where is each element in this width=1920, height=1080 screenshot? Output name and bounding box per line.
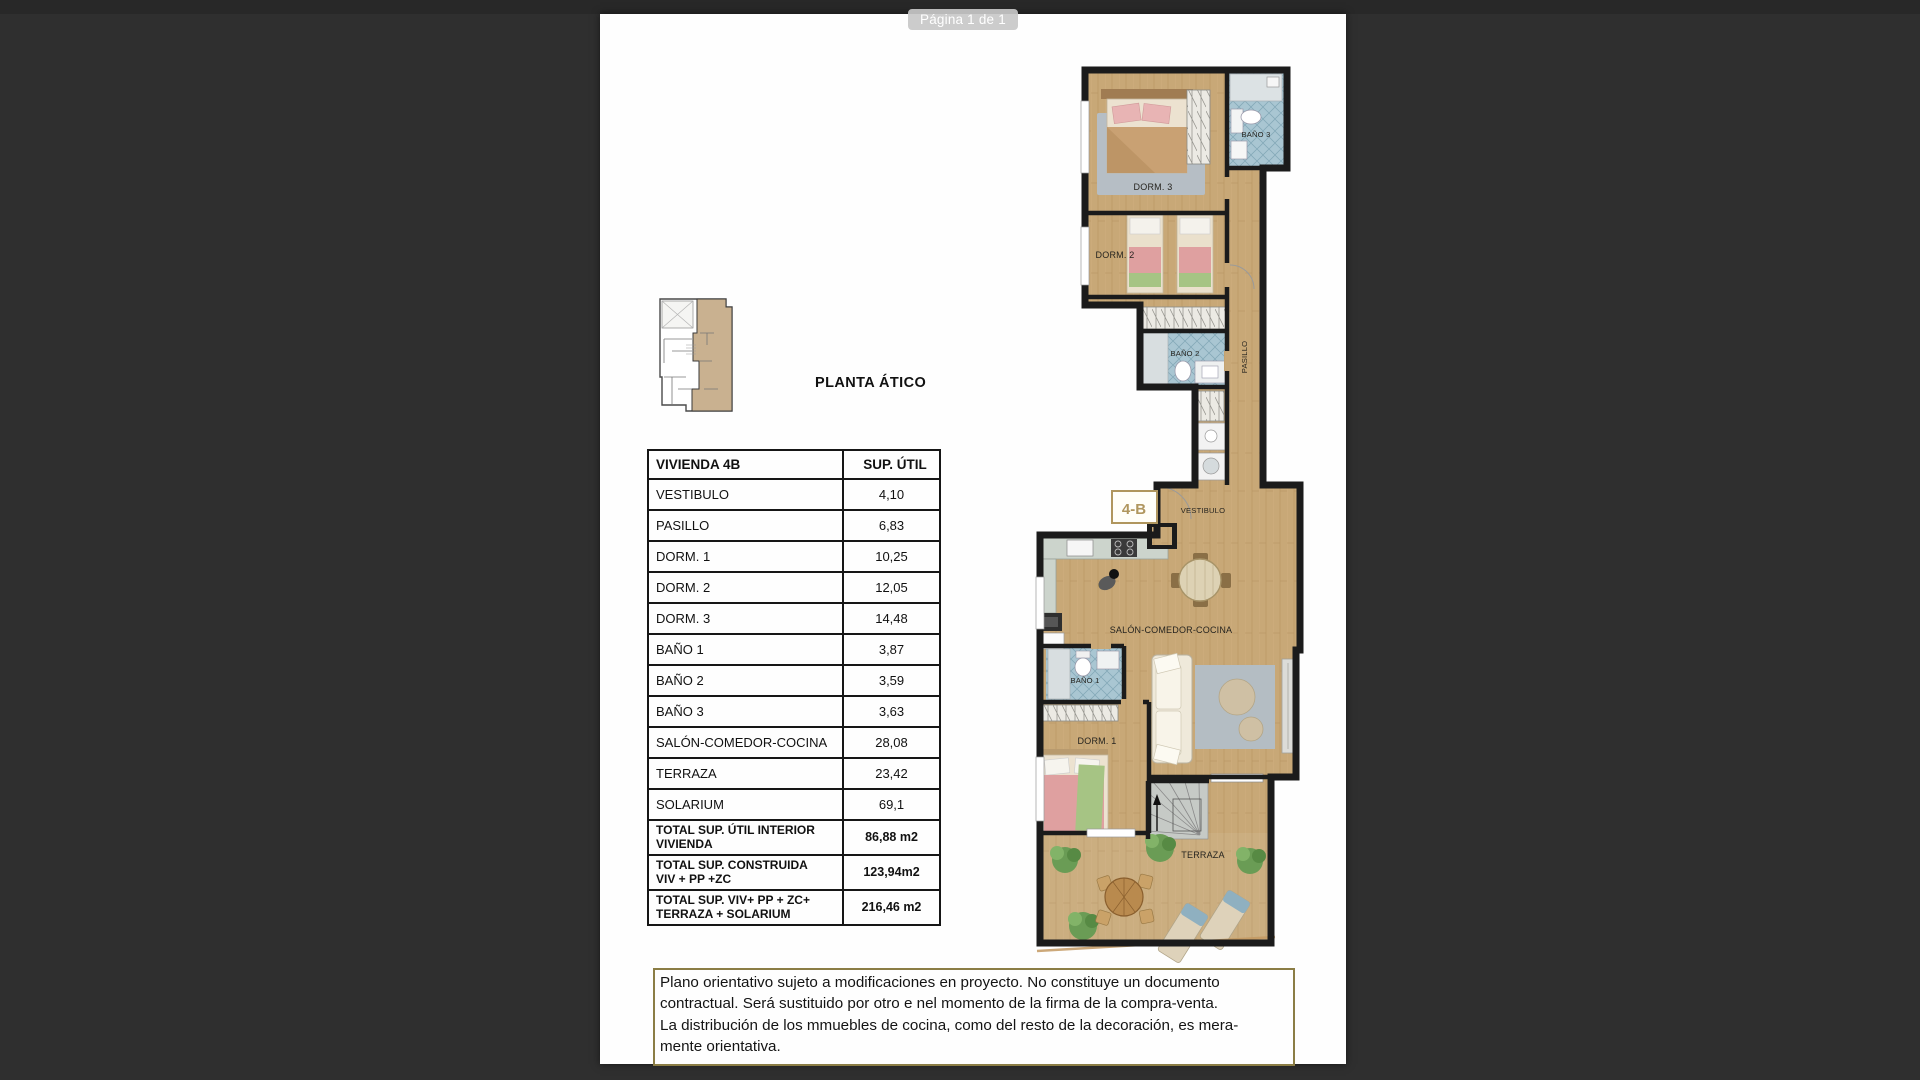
total-value: 86,88 m2 — [843, 820, 940, 855]
table-total-row — [648, 820, 940, 855]
room-area: 69,1 — [843, 789, 940, 820]
room-name: BAÑO 2 — [648, 665, 843, 696]
label-salon: SALÓN-COMEDOR-COCINA — [1109, 625, 1233, 635]
table-row — [648, 696, 940, 727]
table-total-row — [648, 855, 940, 890]
kitchen-sink — [1067, 540, 1093, 556]
room-area: 23,42 — [843, 758, 940, 789]
disclaimer-line: La distribución de los mmuebles de cocina, como del resto de la decoración, es mera- — [660, 1016, 1239, 1034]
table-row — [648, 541, 940, 572]
room-area: 6,83 — [843, 510, 940, 541]
bed-dorm2-right — [1177, 215, 1213, 293]
room-area: 3,59 — [843, 665, 940, 696]
unit-badge — [1112, 491, 1157, 523]
table-row — [648, 634, 940, 665]
total-value: 216,46 m2 — [843, 890, 940, 925]
room-name: BAÑO 3 — [648, 696, 843, 727]
room-area: 4,10 — [843, 479, 940, 510]
room-name: SOLARIUM — [648, 789, 843, 820]
cooktop — [1111, 539, 1137, 557]
table-row — [648, 665, 940, 696]
room-area: 3,87 — [843, 634, 940, 665]
wardrobe-dorm2 — [1142, 307, 1227, 329]
room-name: DORM. 2 — [648, 572, 843, 603]
room-name: DORM. 3 — [648, 603, 843, 634]
room-name: SALÓN-COMEDOR-COCINA — [648, 727, 843, 758]
table-row — [648, 727, 940, 758]
total-label: TOTAL SUP. VIV+ PP + ZC+ TERRAZA + SOLARIUM — [648, 890, 843, 925]
document-page — [600, 14, 1346, 1064]
table-header-unit: VIVIENDA 4B — [648, 450, 843, 479]
sofa — [1152, 653, 1192, 764]
room-name: DORM. 1 — [648, 541, 843, 572]
table-row — [648, 603, 940, 634]
room-name: BAÑO 1 — [648, 634, 843, 665]
unit-badge-label: 4-B — [1121, 501, 1147, 518]
table-row — [648, 789, 940, 820]
room-area: 10,25 — [843, 541, 940, 572]
total-label: TOTAL SUP. CONSTRUIDA VIV + PP +ZC — [648, 855, 843, 890]
wardrobe-dorm3 — [1187, 90, 1210, 164]
floor-plan — [1035, 65, 1305, 965]
page-indicator-badge: Página 1 de 1 — [908, 9, 1018, 30]
room-name: VESTIBULO — [648, 479, 843, 510]
disclaimer-box — [653, 968, 1295, 1066]
label-vestibulo: VESTIBULO — [1180, 506, 1226, 515]
disclaimer-line: contractual. Será sustituido por otro e nel momento de la firma de la compra-venta. — [660, 995, 1218, 1013]
table-row — [648, 572, 940, 603]
room-area: 12,05 — [843, 572, 940, 603]
room-area: 14,48 — [843, 603, 940, 634]
label-dorm3: DORM. 3 — [1133, 182, 1173, 192]
table-row — [648, 510, 940, 541]
label-bano2: BAÑO 2 — [1170, 349, 1200, 358]
table-row — [648, 479, 940, 510]
total-label: TOTAL SUP. ÚTIL INTERIOR VIVIENDA — [648, 820, 843, 855]
total-value: 123,94m2 — [843, 855, 940, 890]
room-name: TERRAZA — [648, 758, 843, 789]
label-dorm1: DORM. 1 — [1077, 736, 1117, 746]
room-area: 3,63 — [843, 696, 940, 727]
table-header-row — [648, 450, 940, 479]
table-row — [648, 758, 940, 789]
page-title: PLANTA ÁTICO — [815, 375, 927, 391]
room-name: PASILLO — [648, 510, 843, 541]
label-dorm2: DORM. 2 — [1095, 250, 1135, 260]
disclaimer-line: mente orientativa. — [660, 1038, 781, 1056]
wardrobe-dorm1 — [1042, 705, 1118, 721]
label-bano3: BAÑO 3 — [1241, 130, 1271, 139]
label-terraza: TERRAZA — [1181, 850, 1225, 860]
bed-dorm1 — [1042, 749, 1108, 832]
areas-table — [647, 449, 941, 926]
table-header-area: SUP. ÚTIL — [843, 450, 940, 479]
key-location-miniplan — [652, 293, 740, 417]
label-pasillo: PASILLO — [1240, 340, 1249, 374]
disclaimer-line: Plano orientativo sujeto a modificaciones en proyecto. No constituye un documento — [660, 974, 1220, 991]
room-area: 28,08 — [843, 727, 940, 758]
label-bano1: BAÑO 1 — [1070, 676, 1100, 685]
table-total-row — [648, 890, 940, 925]
